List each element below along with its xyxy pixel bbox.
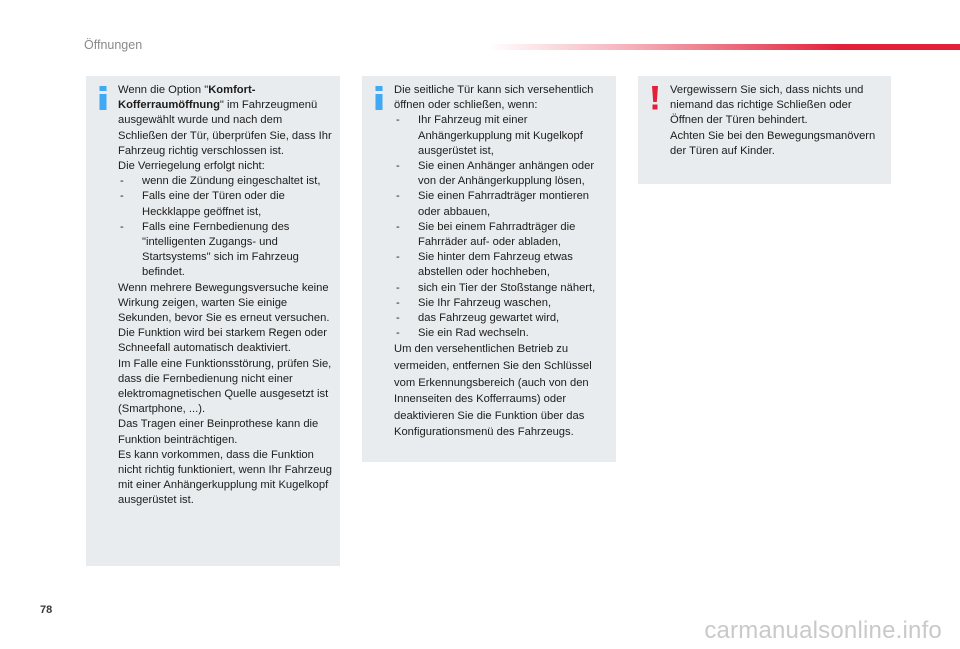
list-item: - Sie Ihr Fahrzeug waschen, bbox=[394, 296, 610, 311]
accidental-opening-list bbox=[394, 113, 610, 341]
intro-paragraph: Wenn die Option "Komfort-Kofferraumöffnung" im Fahrzeugmenü ausgewählt wurde und nach dem Schließen der Tür, überprüfen Sie, dass Ihr Fahrzeug richtig verschlossen ist. bbox=[118, 84, 332, 157]
list-item: - Sie bei einem Fahrradträger die Fahrräder auf- oder abladen, bbox=[394, 220, 610, 250]
list-item: - Sie einen Fahrradträger montieren oder abbauen, bbox=[394, 189, 610, 219]
paragraph: Es kann vorkommen, dass die Funktion nicht richtig funktioniert, wenn Ihr Fahrzeug mit einer Anhängerkupplung mit Kugelkopf ausgerüstet ist. bbox=[118, 448, 332, 507]
watermark: carmanualsonline.info bbox=[704, 617, 942, 644]
paragraph: Wenn mehrere Bewegungsversuche keine Wirkung zeigen, warten Sie einige Sekunden, bevor Sie es erneut versuchen. bbox=[118, 281, 330, 325]
warning-box bbox=[638, 76, 891, 184]
closing-paragraph: Um den versehentlichen Betrieb zu vermeiden, entfernen Sie den Schlüssel vom Erkennungsbereich (auch von den Innenseiten des Kofferraums) oder deaktivieren Sie die Funktion über das Konfigurationsmenü des Fahrzeugs. bbox=[394, 343, 592, 439]
list-item: - wenn die Zündung eingeschaltet ist, bbox=[118, 174, 334, 189]
paragraph: Das Tragen einer Beinprothese kann die Funktion beinträchtigen. bbox=[118, 418, 319, 446]
paragraph: Die Funktion wird bei starkem Regen oder Schneefall automatisch deaktiviert. bbox=[118, 327, 327, 355]
list-item: - sich ein Tier der Stoßstange nähert, bbox=[394, 281, 610, 296]
option-name: Komfort-Kofferraumöffnung bbox=[118, 84, 256, 112]
info-box-text bbox=[118, 83, 334, 509]
list-item: - Ihr Fahrzeug mit einer Anhängerkupplung mit Kugelkopf ausgerüstet ist, bbox=[394, 113, 610, 159]
warning-box-text bbox=[670, 83, 885, 159]
paragraph: Achten Sie bei den Bewegungsmanövern der Türen auf Kinder. bbox=[670, 129, 876, 157]
list-item: - Sie ein Rad wechseln. bbox=[394, 326, 610, 341]
info-icon bbox=[372, 86, 386, 110]
paragraph: Vergewissern Sie sich, dass nichts und niemand das richtige Schließen oder Öffnen der Türen behindert. bbox=[670, 84, 864, 127]
list-item: - das Fahrzeug gewartet wird, bbox=[394, 311, 610, 326]
list-item: - Falls eine der Türen oder die Heckklappe geöffnet ist, bbox=[118, 189, 334, 219]
info-box-side-door bbox=[362, 76, 616, 462]
info-icon bbox=[96, 86, 110, 110]
info-box-comfort-trunk bbox=[86, 76, 340, 566]
info-box-text bbox=[394, 83, 610, 441]
locking-text: Die Verriegelung erfolgt nicht: bbox=[118, 160, 265, 173]
warning-icon bbox=[648, 86, 662, 110]
list-item: - Falls eine Fernbedienung des "intelligenten Zugangs- und Startsystems" sich im Fahrzeug befindet. bbox=[118, 220, 334, 281]
page-number: 78 bbox=[40, 604, 53, 616]
list-item: - Sie einen Anhänger anhängen oder von der Anhängerkupplung lösen, bbox=[394, 159, 610, 189]
paragraph: Im Falle eine Funktionsstörung, prüfen Sie, dass die Fernbedienung nicht einer elektromagnetischen Quelle ausgesetzt ist (Smartphone, ...). bbox=[118, 357, 332, 416]
locking-conditions-list bbox=[118, 174, 334, 280]
header-accent-bar bbox=[488, 44, 960, 50]
section-title: Öffnungen bbox=[84, 38, 143, 52]
list-item: - Sie hinter dem Fahrzeug etwas abstellen oder hochheben, bbox=[394, 250, 610, 280]
intro-paragraph: Die seitliche Tür kann sich versehentlich öffnen oder schließen, wenn: bbox=[394, 84, 594, 112]
